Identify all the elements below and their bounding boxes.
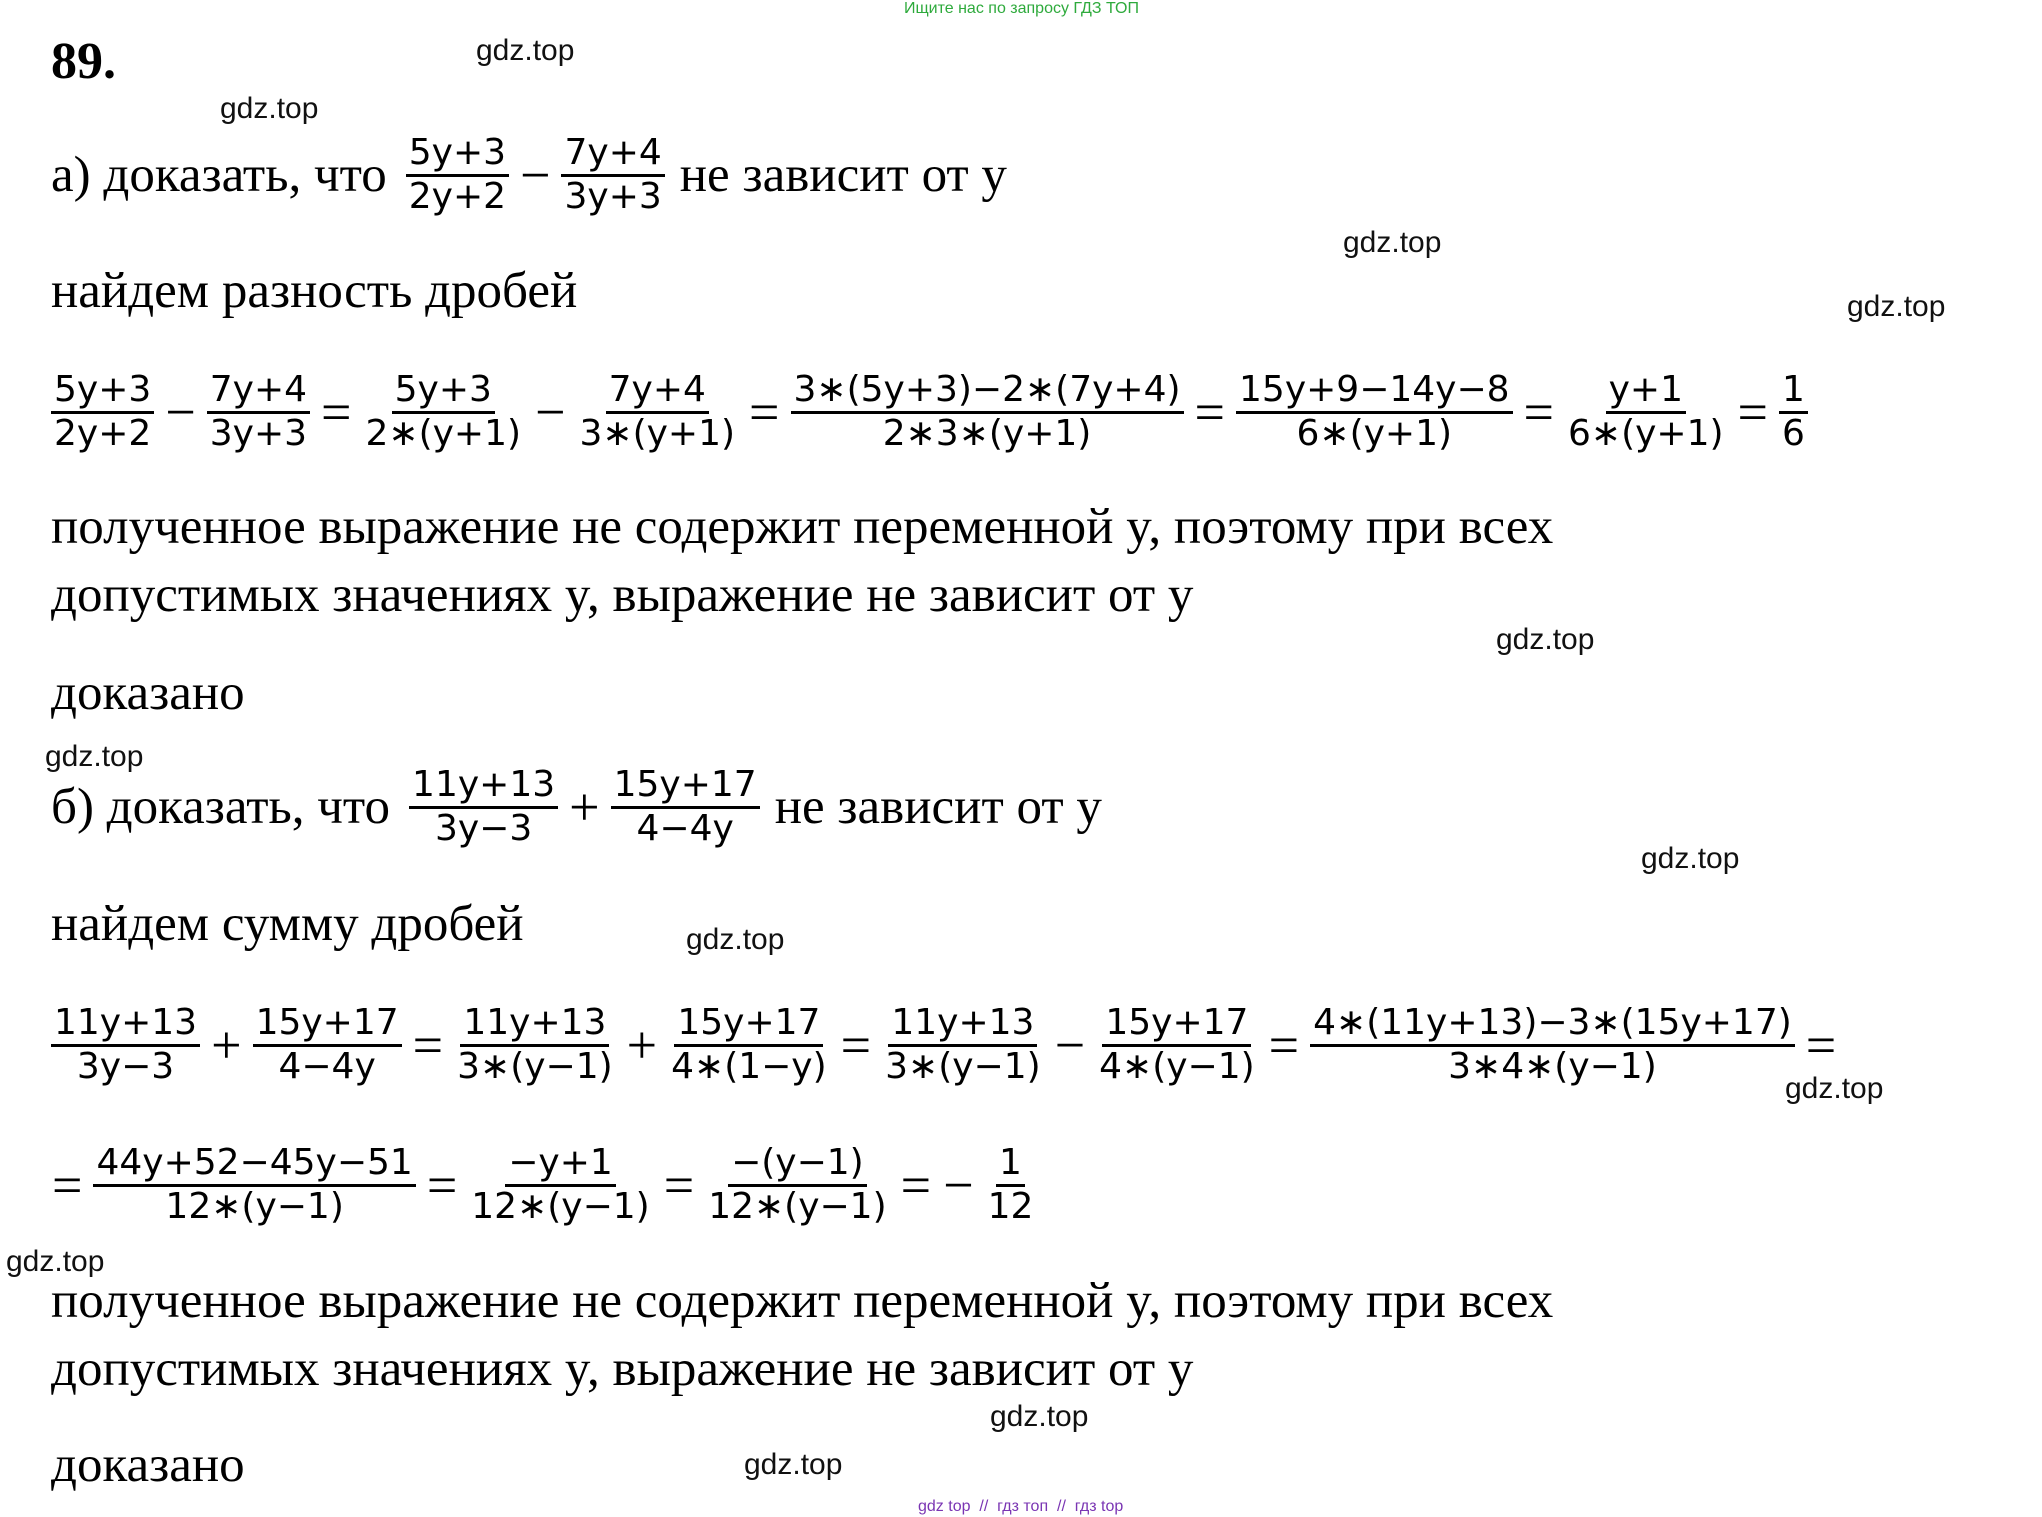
- fraction: [611, 765, 760, 849]
- watermark: gdz.top: [1641, 842, 1740, 875]
- part-a-step: найдем разность дробей: [51, 263, 578, 319]
- denominator: 4−4y: [278, 1045, 376, 1087]
- denominator: 4−4y: [636, 807, 734, 849]
- fraction: [93, 1143, 415, 1227]
- fraction: [253, 1003, 402, 1087]
- equals-sign: =: [900, 1155, 932, 1215]
- numerator: 5y+3: [406, 133, 509, 176]
- operator: −: [165, 382, 196, 442]
- equals-sign: =: [412, 1015, 444, 1075]
- denominator: 2∗(y+1): [365, 412, 522, 454]
- fraction: [668, 1003, 830, 1087]
- denominator: 4∗(1−y): [671, 1045, 827, 1087]
- denominator: 4∗(y−1): [1099, 1045, 1255, 1087]
- watermark: gdz.top: [6, 1245, 105, 1278]
- equals-sign: =: [1805, 1015, 1837, 1075]
- denominator: 3y−3: [434, 807, 533, 849]
- watermark: gdz.top: [220, 92, 319, 125]
- watermark: gdz.top: [1343, 226, 1442, 259]
- equals-sign: =: [1268, 1015, 1300, 1075]
- part-a-suffix: не зависит от y: [679, 147, 1007, 203]
- numerator: 4∗(11y+13)−3∗(15y+17): [1310, 1003, 1795, 1046]
- denominator: 12∗(y−1): [471, 1185, 650, 1227]
- fraction: [363, 370, 525, 454]
- denominator: 3∗(y+1): [579, 412, 736, 454]
- operator: −: [535, 382, 566, 442]
- part-b-suffix: не зависит от y: [774, 779, 1102, 835]
- denominator: 3∗(y−1): [457, 1045, 613, 1087]
- fraction: [1310, 1003, 1795, 1087]
- fraction: [882, 1003, 1044, 1087]
- negative-sign: −: [943, 1155, 974, 1215]
- fraction: [454, 1003, 616, 1087]
- watermark: gdz.top: [476, 34, 575, 67]
- equals-sign: =: [1523, 382, 1555, 442]
- denominator: 2y+2: [54, 412, 152, 454]
- operator: −: [520, 145, 551, 205]
- fraction: [51, 370, 154, 454]
- denominator: 2∗3∗(y+1): [882, 412, 1092, 454]
- watermark: gdz.top: [1496, 623, 1595, 656]
- numerator: 15y+17: [611, 765, 760, 808]
- watermark: gdz.top: [1847, 290, 1946, 323]
- fraction: [51, 1003, 200, 1087]
- numerator: −y+1: [505, 1143, 616, 1186]
- numerator: 7y+4: [207, 370, 310, 413]
- numerator: 1: [996, 1143, 1025, 1186]
- fraction: [1779, 370, 1808, 454]
- watermark: gdz.top: [990, 1400, 1089, 1433]
- fraction: [705, 1143, 889, 1227]
- part-a-prefix: а) доказать, что: [51, 147, 387, 203]
- part-a-conclusion-line2: допустимых значениях y, выражение не зависит от y: [51, 567, 1194, 623]
- part-b-statement: [51, 752, 1102, 862]
- numerator: 3∗(5y+3)−2∗(7y+4): [791, 370, 1184, 413]
- fraction: [577, 370, 739, 454]
- fraction: [468, 1143, 652, 1227]
- part-a-conclusion-line1: полученное выражение не содержит переменной y, поэтому при всех: [51, 499, 1554, 555]
- fraction: [1096, 1003, 1258, 1087]
- numerator: 15y+17: [1102, 1003, 1251, 1046]
- fraction: [207, 370, 310, 454]
- fraction: [406, 133, 509, 217]
- denominator: 2y+2: [408, 175, 507, 217]
- equals-sign: =: [1737, 382, 1769, 442]
- fraction: [561, 133, 664, 217]
- denominator: 6∗(y+1): [1296, 412, 1453, 454]
- part-b-step: найдем сумму дробей: [51, 896, 524, 952]
- numerator: 44y+52−45y−51: [93, 1143, 415, 1186]
- fraction: [791, 370, 1184, 454]
- part-b-equation-row1: [46, 985, 1842, 1105]
- part-b-conclusion-line2: допустимых значениях y, выражение не зависит от y: [51, 1341, 1194, 1397]
- denominator: 3y−3: [76, 1045, 175, 1087]
- fraction: [985, 1143, 1037, 1227]
- part-b-conclusion-line1: полученное выражение не содержит переменной y, поэтому при всех: [51, 1273, 1554, 1329]
- part-a-equation: [46, 352, 1813, 472]
- equals-sign: =: [840, 1015, 872, 1075]
- part-b-proved: доказано: [51, 1437, 245, 1493]
- equals-sign: =: [321, 382, 352, 442]
- equals-sign: =: [426, 1155, 458, 1215]
- problem-number: 89.: [51, 33, 116, 90]
- numerator: 5y+3: [51, 370, 154, 413]
- footer-links: gdz top // гдз топ // гдз top: [918, 1498, 1124, 1515]
- watermark: gdz.top: [45, 740, 144, 773]
- part-b-prefix: б) доказать, что: [51, 779, 391, 835]
- numerator: 11y+13: [51, 1003, 200, 1046]
- fraction: [409, 765, 558, 849]
- numerator: 15y+17: [674, 1003, 823, 1046]
- denominator: 3∗4∗(y−1): [1448, 1045, 1657, 1087]
- fraction: [1565, 370, 1727, 454]
- equals-sign: =: [1194, 382, 1226, 442]
- fraction: [1236, 370, 1513, 454]
- numerator: 1: [1779, 370, 1808, 413]
- operator: +: [569, 777, 600, 837]
- numerator: 15y+17: [253, 1003, 402, 1046]
- operator: +: [211, 1015, 242, 1075]
- equals-sign: =: [749, 382, 780, 442]
- denominator: 3y+3: [209, 412, 308, 454]
- denominator: 3y+3: [564, 175, 662, 217]
- numerator: 11y+13: [888, 1003, 1037, 1046]
- denominator: 12: [987, 1185, 1034, 1227]
- denominator: 12∗(y−1): [708, 1185, 887, 1227]
- part-a-statement: [51, 120, 1007, 230]
- equals-sign: =: [663, 1155, 695, 1215]
- denominator: 6: [1782, 412, 1805, 454]
- numerator: 7y+4: [561, 133, 664, 176]
- numerator: 11y+13: [460, 1003, 609, 1046]
- numerator: 7y+4: [606, 370, 709, 413]
- numerator: y+1: [1606, 370, 1686, 413]
- numerator: 5y+3: [392, 370, 495, 413]
- denominator: 3∗(y−1): [885, 1045, 1041, 1087]
- equals-sign: =: [52, 1155, 83, 1215]
- denominator: 12∗(y−1): [165, 1185, 344, 1227]
- top-banner: Ищите нас по запросу ГДЗ ТОП: [904, 0, 1139, 17]
- watermark: gdz.top: [744, 1448, 843, 1481]
- part-a-proved: доказано: [51, 665, 245, 721]
- denominator: 6∗(y+1): [1568, 412, 1724, 454]
- operator: −: [1054, 1015, 1086, 1075]
- watermark: gdz.top: [1785, 1072, 1884, 1105]
- numerator: 15y+9−14y−8: [1236, 370, 1513, 413]
- part-b-equation-row2: [46, 1125, 1041, 1245]
- operator: +: [626, 1015, 658, 1075]
- watermark: gdz.top: [686, 923, 785, 956]
- numerator: −(y−1): [728, 1143, 867, 1186]
- numerator: 11y+13: [409, 765, 558, 808]
